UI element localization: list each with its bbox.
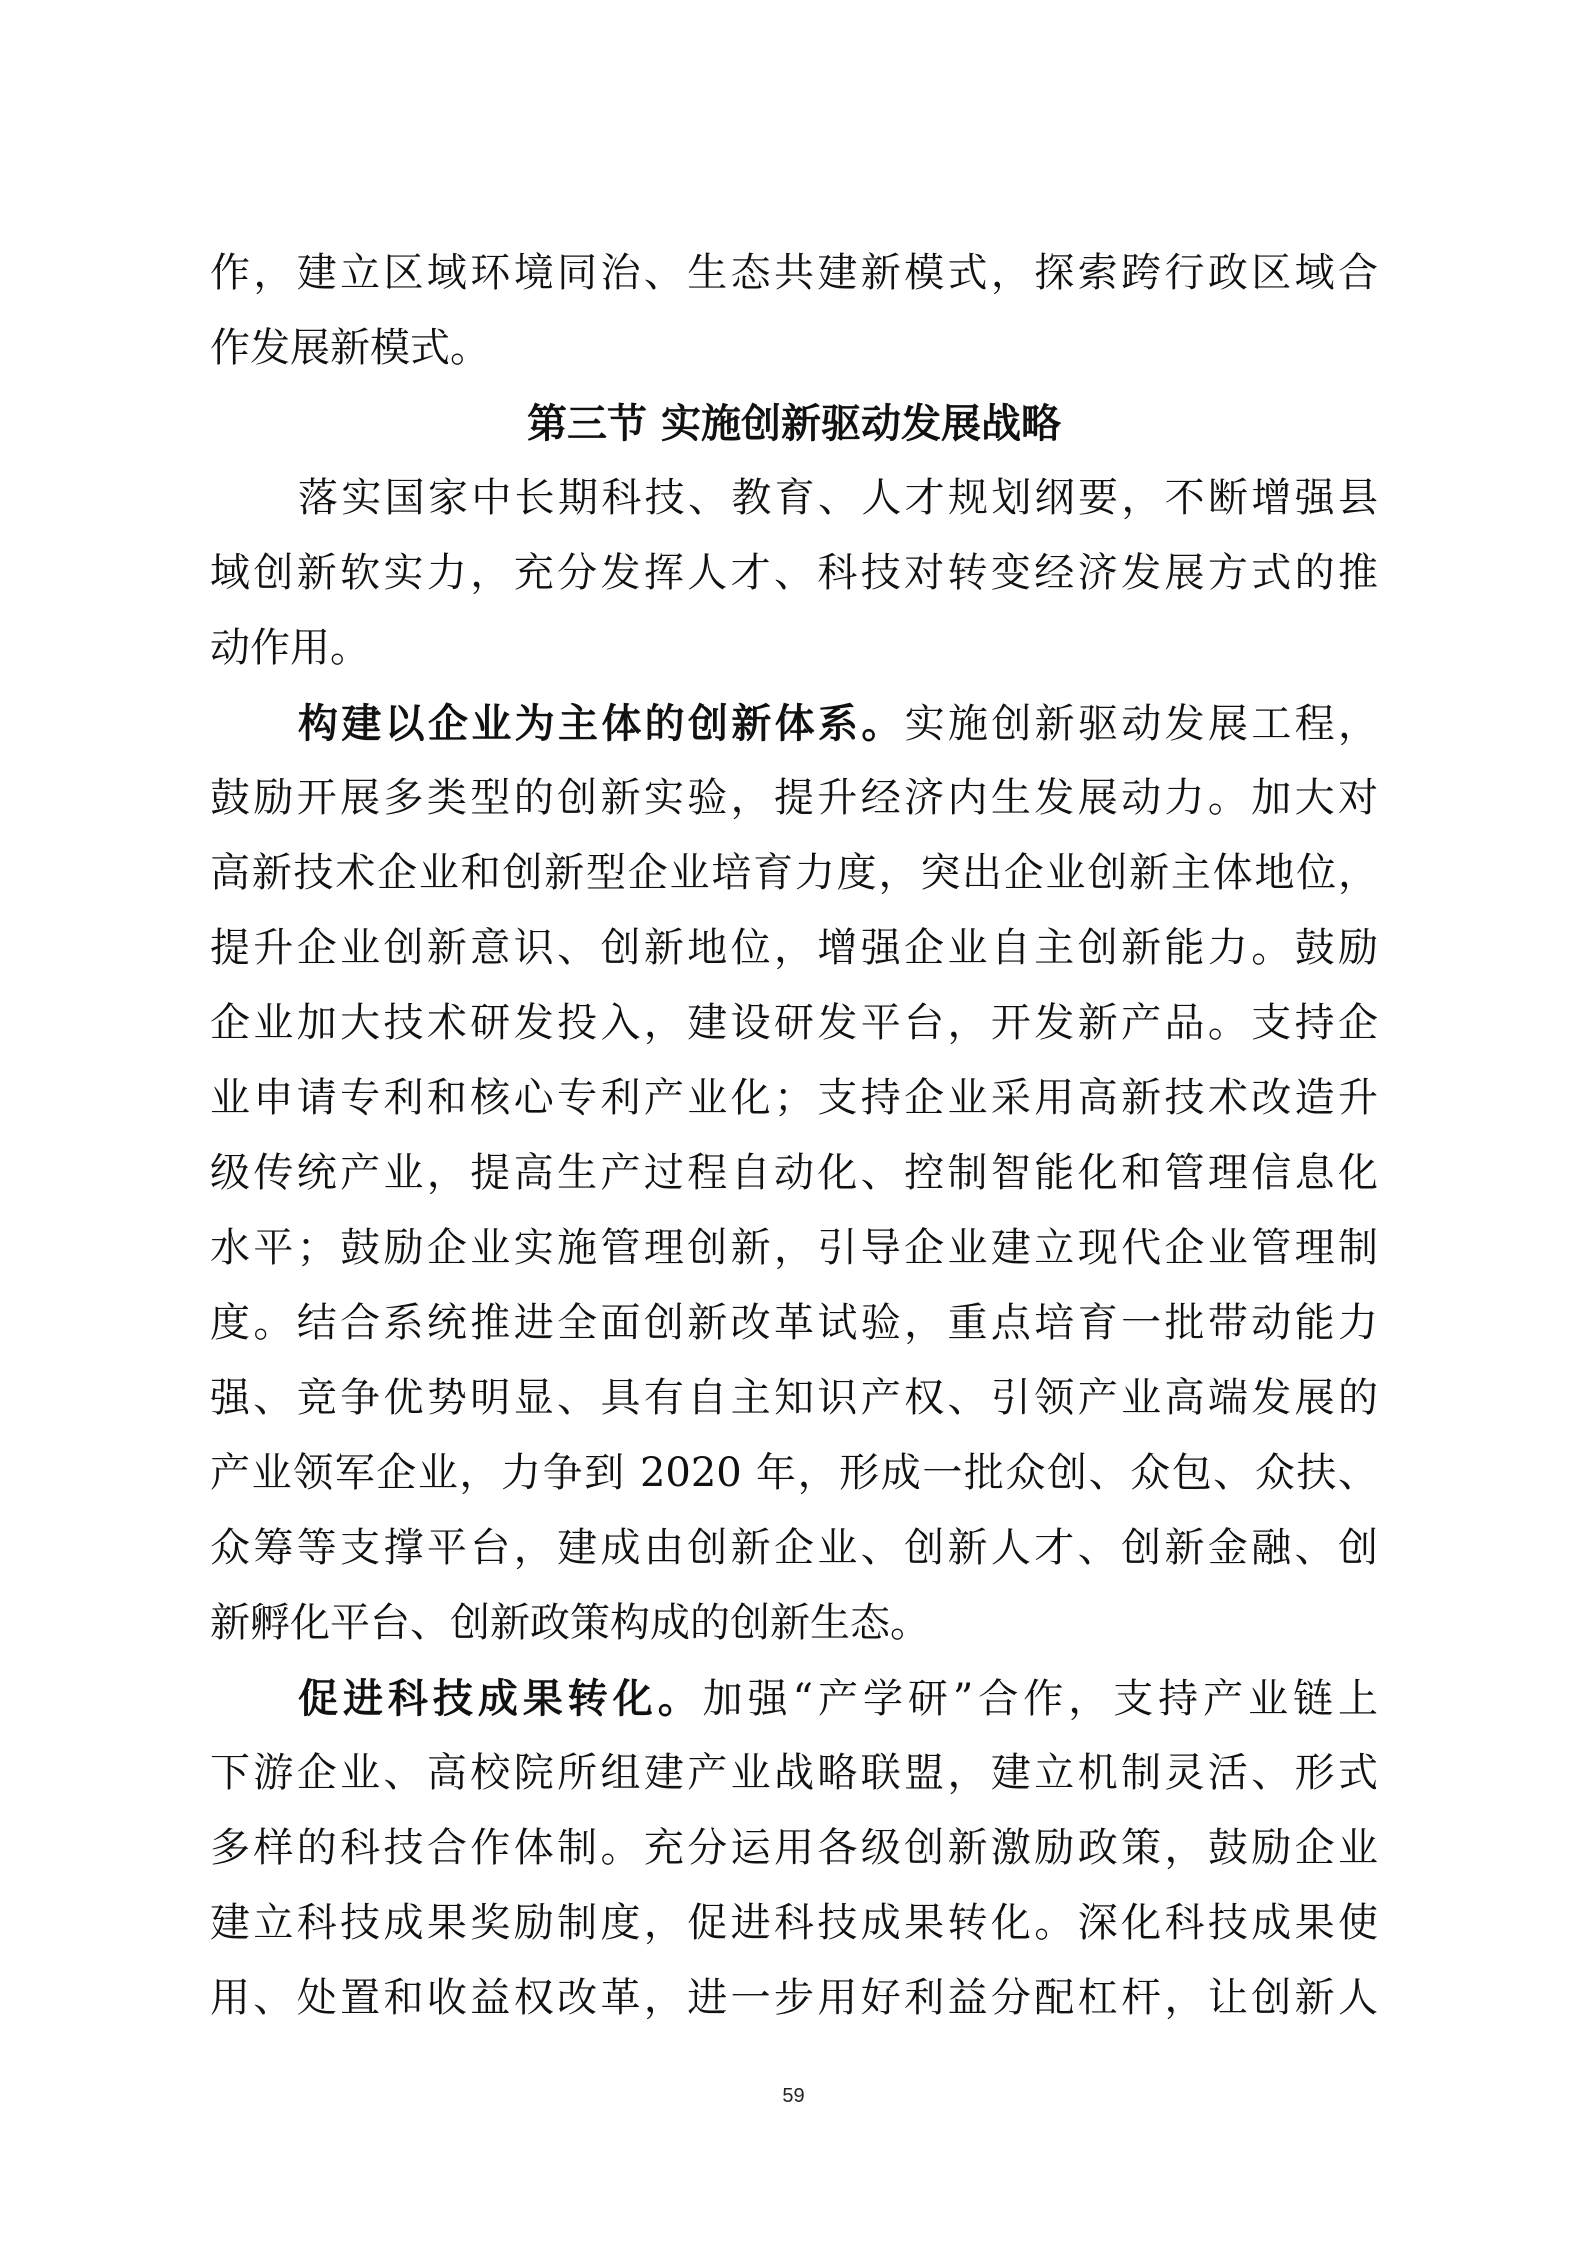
document-body — [210, 236, 1378, 2036]
text-line: 度。结合系统推进全面创新改革试验，重点培育一批带动能力 — [210, 1300, 1378, 1346]
text-line: 业申请专利和核心专利产业化；支持企业采用高新技术改造升 — [210, 1075, 1378, 1121]
text-line — [210, 1661, 1378, 1736]
paragraph-lead-bold: 构建以企业为主体的创新体系。 — [298, 700, 905, 747]
text-line: 建立科技成果奖励制度，促进科技成果转化。深化科技成果使 — [210, 1900, 1378, 1946]
page-number: 59 — [782, 2085, 805, 2107]
paragraph-continuation — [210, 236, 1378, 386]
paragraph-intro — [210, 461, 1378, 686]
text-line: 新孵化平台、创新政策构成的创新生态。 — [210, 1600, 930, 1646]
text-line: 域创新软实力，充分发挥人才、科技对转变经济发展方式的推 — [210, 550, 1378, 596]
paragraph-lead-rest: 加强“产学研”合作，支持产业链上 — [702, 1676, 1379, 1722]
text-line: 多样的科技合作体制。充分运用各级创新激励政策，鼓励企业 — [210, 1825, 1378, 1871]
text-line: 级传统产业，提高生产过程自动化、控制智能化和管理信息化 — [210, 1150, 1378, 1196]
text-line: 强、竞争优势明显、具有自主知识产权、引领产业高端发展的 — [210, 1375, 1378, 1421]
text-line: 企业加大技术研发投入，建设研发平台，开发新产品。支持企 — [210, 1000, 1378, 1046]
text-line: 众筹等支撑平台，建成由创新企业、创新人才、创新金融、创 — [210, 1525, 1378, 1571]
text-line: 提升企业创新意识、创新地位，增强企业自主创新能力。鼓励 — [210, 925, 1378, 971]
text-line: 作，建立区域环境同治、生态共建新模式，探索跨行政区域合 — [210, 250, 1378, 296]
text-line: 下游企业、高校院所组建产业战略联盟，建立机制灵活、形式 — [210, 1750, 1378, 1796]
text-line: 作发展新模式。 — [210, 325, 490, 371]
text-line: 用、处置和收益权改革，进一步用好利益分配杠杆，让创新人 — [210, 1975, 1378, 2021]
text-line: 动作用。 — [210, 625, 370, 671]
text-line: 水平；鼓励企业实施管理创新，引导企业建立现代企业管理制 — [210, 1225, 1378, 1271]
paragraph-innovation-system — [210, 686, 1378, 1661]
section-heading: 第三节 实施创新驱动发展战略 — [527, 400, 1061, 447]
text-line: 产业领军企业，力争到 2020 年，形成一批众创、众包、众扶、 — [210, 1450, 1378, 1496]
text-line: 鼓励开展多类型的创新实验，提升经济内生发展动力。加大对 — [210, 775, 1378, 821]
paragraph-lead-rest: 实施创新驱动发展工程， — [904, 701, 1379, 747]
text-line: 落实国家中长期科技、教育、人才规划纲要，不断增强县 — [298, 475, 1378, 521]
paragraph-lead-bold: 促进科技成果转化。 — [298, 1675, 703, 1722]
text-line — [210, 686, 1378, 761]
text-line: 高新技术企业和创新型企业培育力度，突出企业创新主体地位， — [210, 850, 1378, 896]
paragraph-tech-transfer — [210, 1661, 1378, 2036]
